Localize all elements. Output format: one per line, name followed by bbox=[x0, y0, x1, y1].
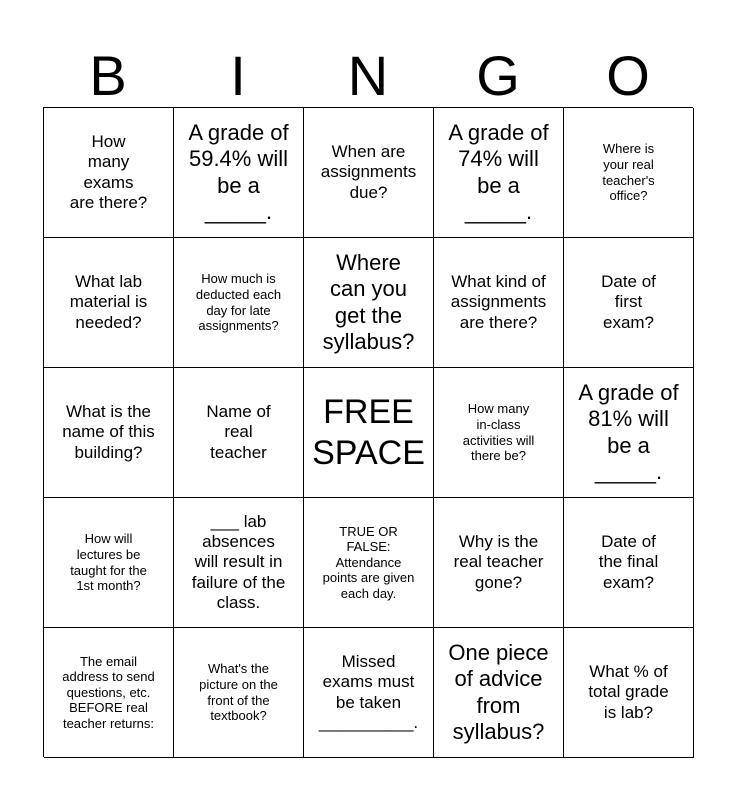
bingo-cell-i4[interactable]: ___ lab absences will result in failure of the class. bbox=[174, 498, 304, 628]
bingo-cell-o2[interactable]: Date of first exam? bbox=[564, 238, 694, 368]
bingo-cell-g2[interactable]: What kind of assignments are there? bbox=[434, 238, 564, 368]
bingo-cell-o3[interactable]: A grade of 81% will be a _____. bbox=[564, 368, 694, 498]
bingo-cell-o1[interactable]: Where is your real teacher's office? bbox=[564, 108, 694, 238]
bingo-cell-b2[interactable]: What lab material is needed? bbox=[44, 238, 174, 368]
bingo-cell-i5[interactable]: What's the picture on the front of the textbook? bbox=[174, 628, 304, 758]
header-letter-n: N bbox=[347, 44, 389, 107]
bingo-cell-i2[interactable]: How much is deducted each day for late assignments? bbox=[174, 238, 304, 368]
free-space-cell[interactable]: FREE SPACE bbox=[304, 368, 434, 498]
bingo-cell-o4[interactable]: Date of the final exam? bbox=[564, 498, 694, 628]
bingo-cell-b1[interactable]: How many exams are there? bbox=[44, 108, 174, 238]
bingo-cell-b4[interactable]: How will lectures be taught for the 1st month? bbox=[44, 498, 174, 628]
bingo-cell-g3[interactable]: How many in-class activities will there be? bbox=[434, 368, 564, 498]
bingo-cell-g5[interactable]: One piece of advice from syllabus? bbox=[434, 628, 564, 758]
bingo-cell-g1[interactable]: A grade of 74% will be a _____. bbox=[434, 108, 564, 238]
header-letter-b: B bbox=[89, 44, 127, 107]
bingo-grid bbox=[43, 107, 693, 757]
header-letter-g: G bbox=[476, 44, 520, 107]
bingo-header bbox=[43, 44, 693, 108]
bingo-cell-i3[interactable]: Name of real teacher bbox=[174, 368, 304, 498]
header-letter-i: I bbox=[230, 44, 246, 107]
bingo-cell-n5[interactable]: Missed exams must be taken __________. bbox=[304, 628, 434, 758]
bingo-cell-i1[interactable]: A grade of 59.4% will be a _____. bbox=[174, 108, 304, 238]
bingo-cell-n4[interactable]: TRUE OR FALSE: Attendance points are given each day. bbox=[304, 498, 434, 628]
bingo-cell-o5[interactable]: What % of total grade is lab? bbox=[564, 628, 694, 758]
header-letter-o: O bbox=[606, 44, 650, 107]
bingo-cell-b5[interactable]: The email address to send questions, etc. BEFORE real teacher returns: bbox=[44, 628, 174, 758]
bingo-cell-g4[interactable]: Why is the real teacher gone? bbox=[434, 498, 564, 628]
bingo-cell-n2[interactable]: Where can you get the syllabus? bbox=[304, 238, 434, 368]
bingo-cell-b3[interactable]: What is the name of this building? bbox=[44, 368, 174, 498]
bingo-cell-n1[interactable]: When are assignments due? bbox=[304, 108, 434, 238]
